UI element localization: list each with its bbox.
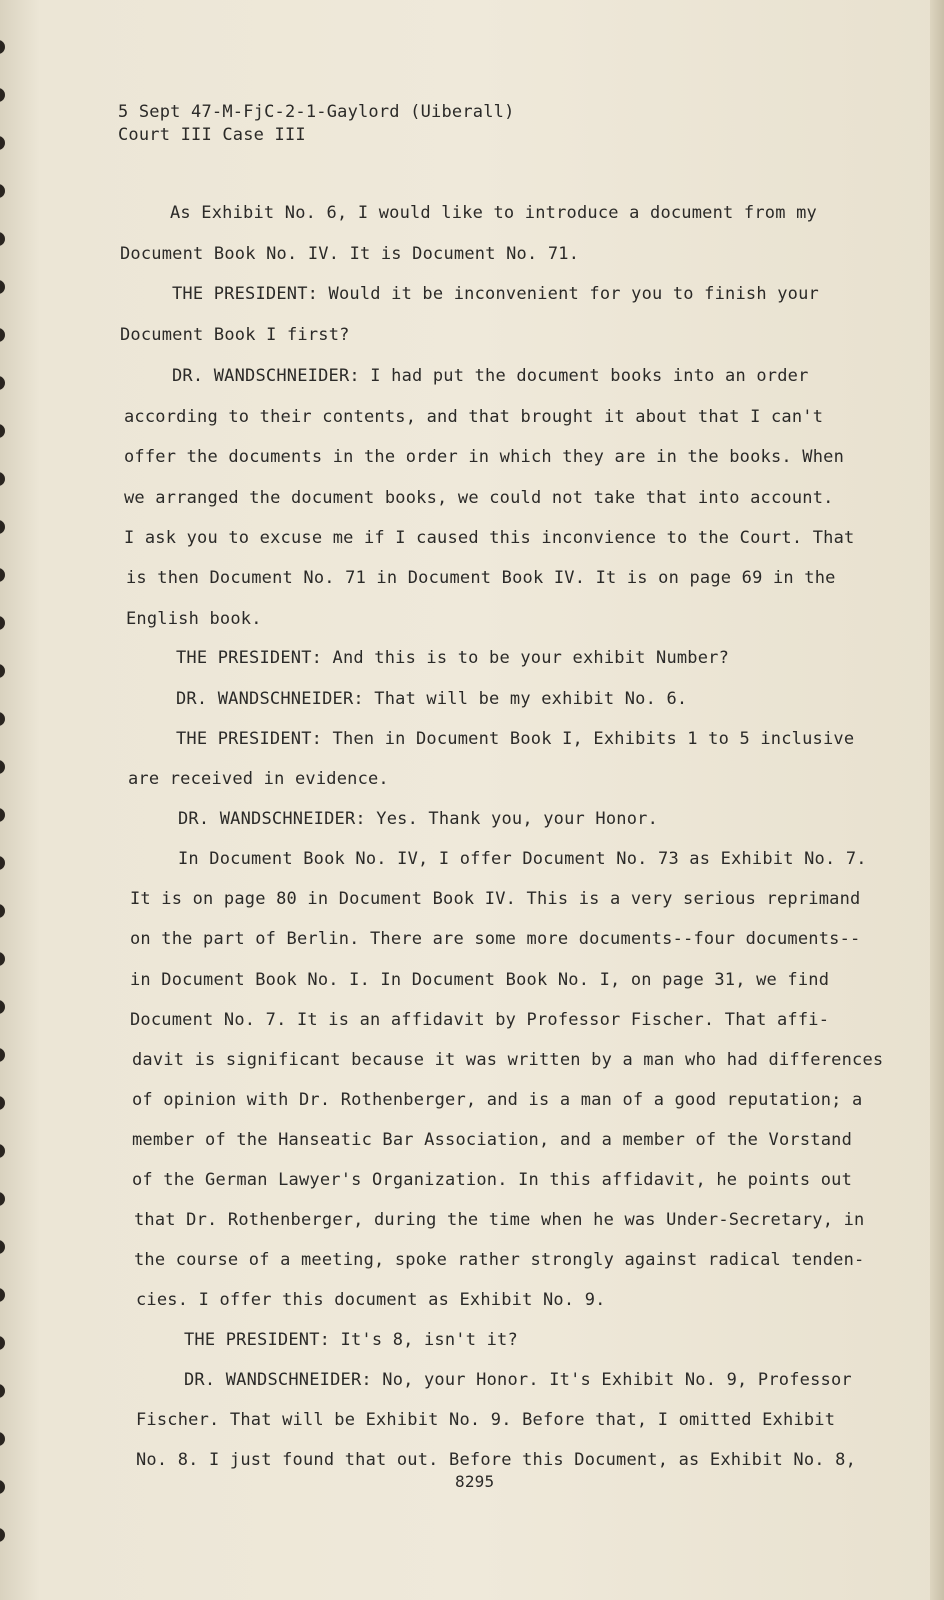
text-line: DR. WANDSCHNEIDER: No, your Honor. It's Exhibit No. 9, Professor: [184, 1370, 852, 1390]
text-line: member of the Hanseatic Bar Association, and a member of the Vorstand: [132, 1130, 853, 1150]
text-line: English book.: [126, 609, 262, 629]
text-line: THE PRESIDENT: Would it be inconvenient for you to finish your: [172, 284, 819, 304]
text-line: THE PRESIDENT: It's 8, isn't it?: [184, 1330, 518, 1350]
header-line-1: 5 Sept 47-M-FjC-2-1-Gaylord (Uiberall): [118, 102, 515, 122]
text-line: we arranged the document books, we could not take that into account.: [124, 488, 834, 508]
text-line: on the part of Berlin. There are some more documents--four documents--: [130, 929, 861, 949]
text-line: the course of a meeting, spoke rather strongly against radical tenden-: [134, 1250, 865, 1270]
text-line: In Document Book No. IV, I offer Document No. 73 as Exhibit No. 7.: [178, 849, 867, 869]
text-line: cies. I offer this document as Exhibit No. 9.: [136, 1290, 606, 1310]
text-line: Fischer. That will be Exhibit No. 9. Before that, I omitted Exhibit: [136, 1410, 836, 1430]
text-line: Document Book I first?: [120, 325, 350, 345]
page-edge: [930, 0, 944, 1600]
text-line: that Dr. Rothenberger, during the time when he was Under-Secretary, in: [134, 1210, 865, 1230]
text-line: Document No. 7. It is an affidavit by Professor Fischer. That affi-: [130, 1010, 830, 1030]
text-line: of the German Lawyer's Organization. In this affidavit, he points out: [132, 1170, 853, 1190]
text-line: is then Document No. 71 in Document Book IV. It is on page 69 in the: [126, 568, 836, 588]
text-line: in Document Book No. I. In Document Book No. I, on page 31, we find: [130, 970, 830, 990]
text-line: It is on page 80 in Document Book IV. This is a very serious reprimand: [130, 889, 861, 909]
text-line: offer the documents in the order in which they are in the books. When: [124, 447, 845, 467]
text-line: according to their contents, and that brought it about that I can't: [124, 407, 824, 427]
text-line: DR. WANDSCHNEIDER: I had put the document books into an order: [172, 366, 809, 386]
text-line: of opinion with Dr. Rothenberger, and is a man of a good reputation; a: [132, 1090, 863, 1110]
header-line-2: Court III Case III: [118, 125, 306, 145]
text-line: THE PRESIDENT: And this is to be your exhibit Number?: [176, 648, 730, 668]
text-line: DR. WANDSCHNEIDER: That will be my exhibit No. 6.: [176, 689, 688, 709]
text-line: davit is significant because it was written by a man who had differences: [132, 1050, 884, 1070]
text-line: DR. WANDSCHNEIDER: Yes. Thank you, your Honor.: [178, 809, 659, 829]
text-line: THE PRESIDENT: Then in Document Book I, Exhibits 1 to 5 inclusive: [176, 729, 855, 749]
text-line: Document Book No. IV. It is Document No. 71.: [120, 244, 580, 264]
text-line: As Exhibit No. 6, I would like to introduce a document from my: [170, 203, 817, 223]
binding-holes: [0, 0, 10, 1600]
text-line: No. 8. I just found that out. Before this Document, as Exhibit No. 8,: [136, 1450, 857, 1470]
page-number: 8295: [455, 1472, 495, 1491]
text-line: are received in evidence.: [128, 769, 389, 789]
text-line: I ask you to excuse me if I caused this inconvience to the Court. That: [124, 528, 855, 548]
